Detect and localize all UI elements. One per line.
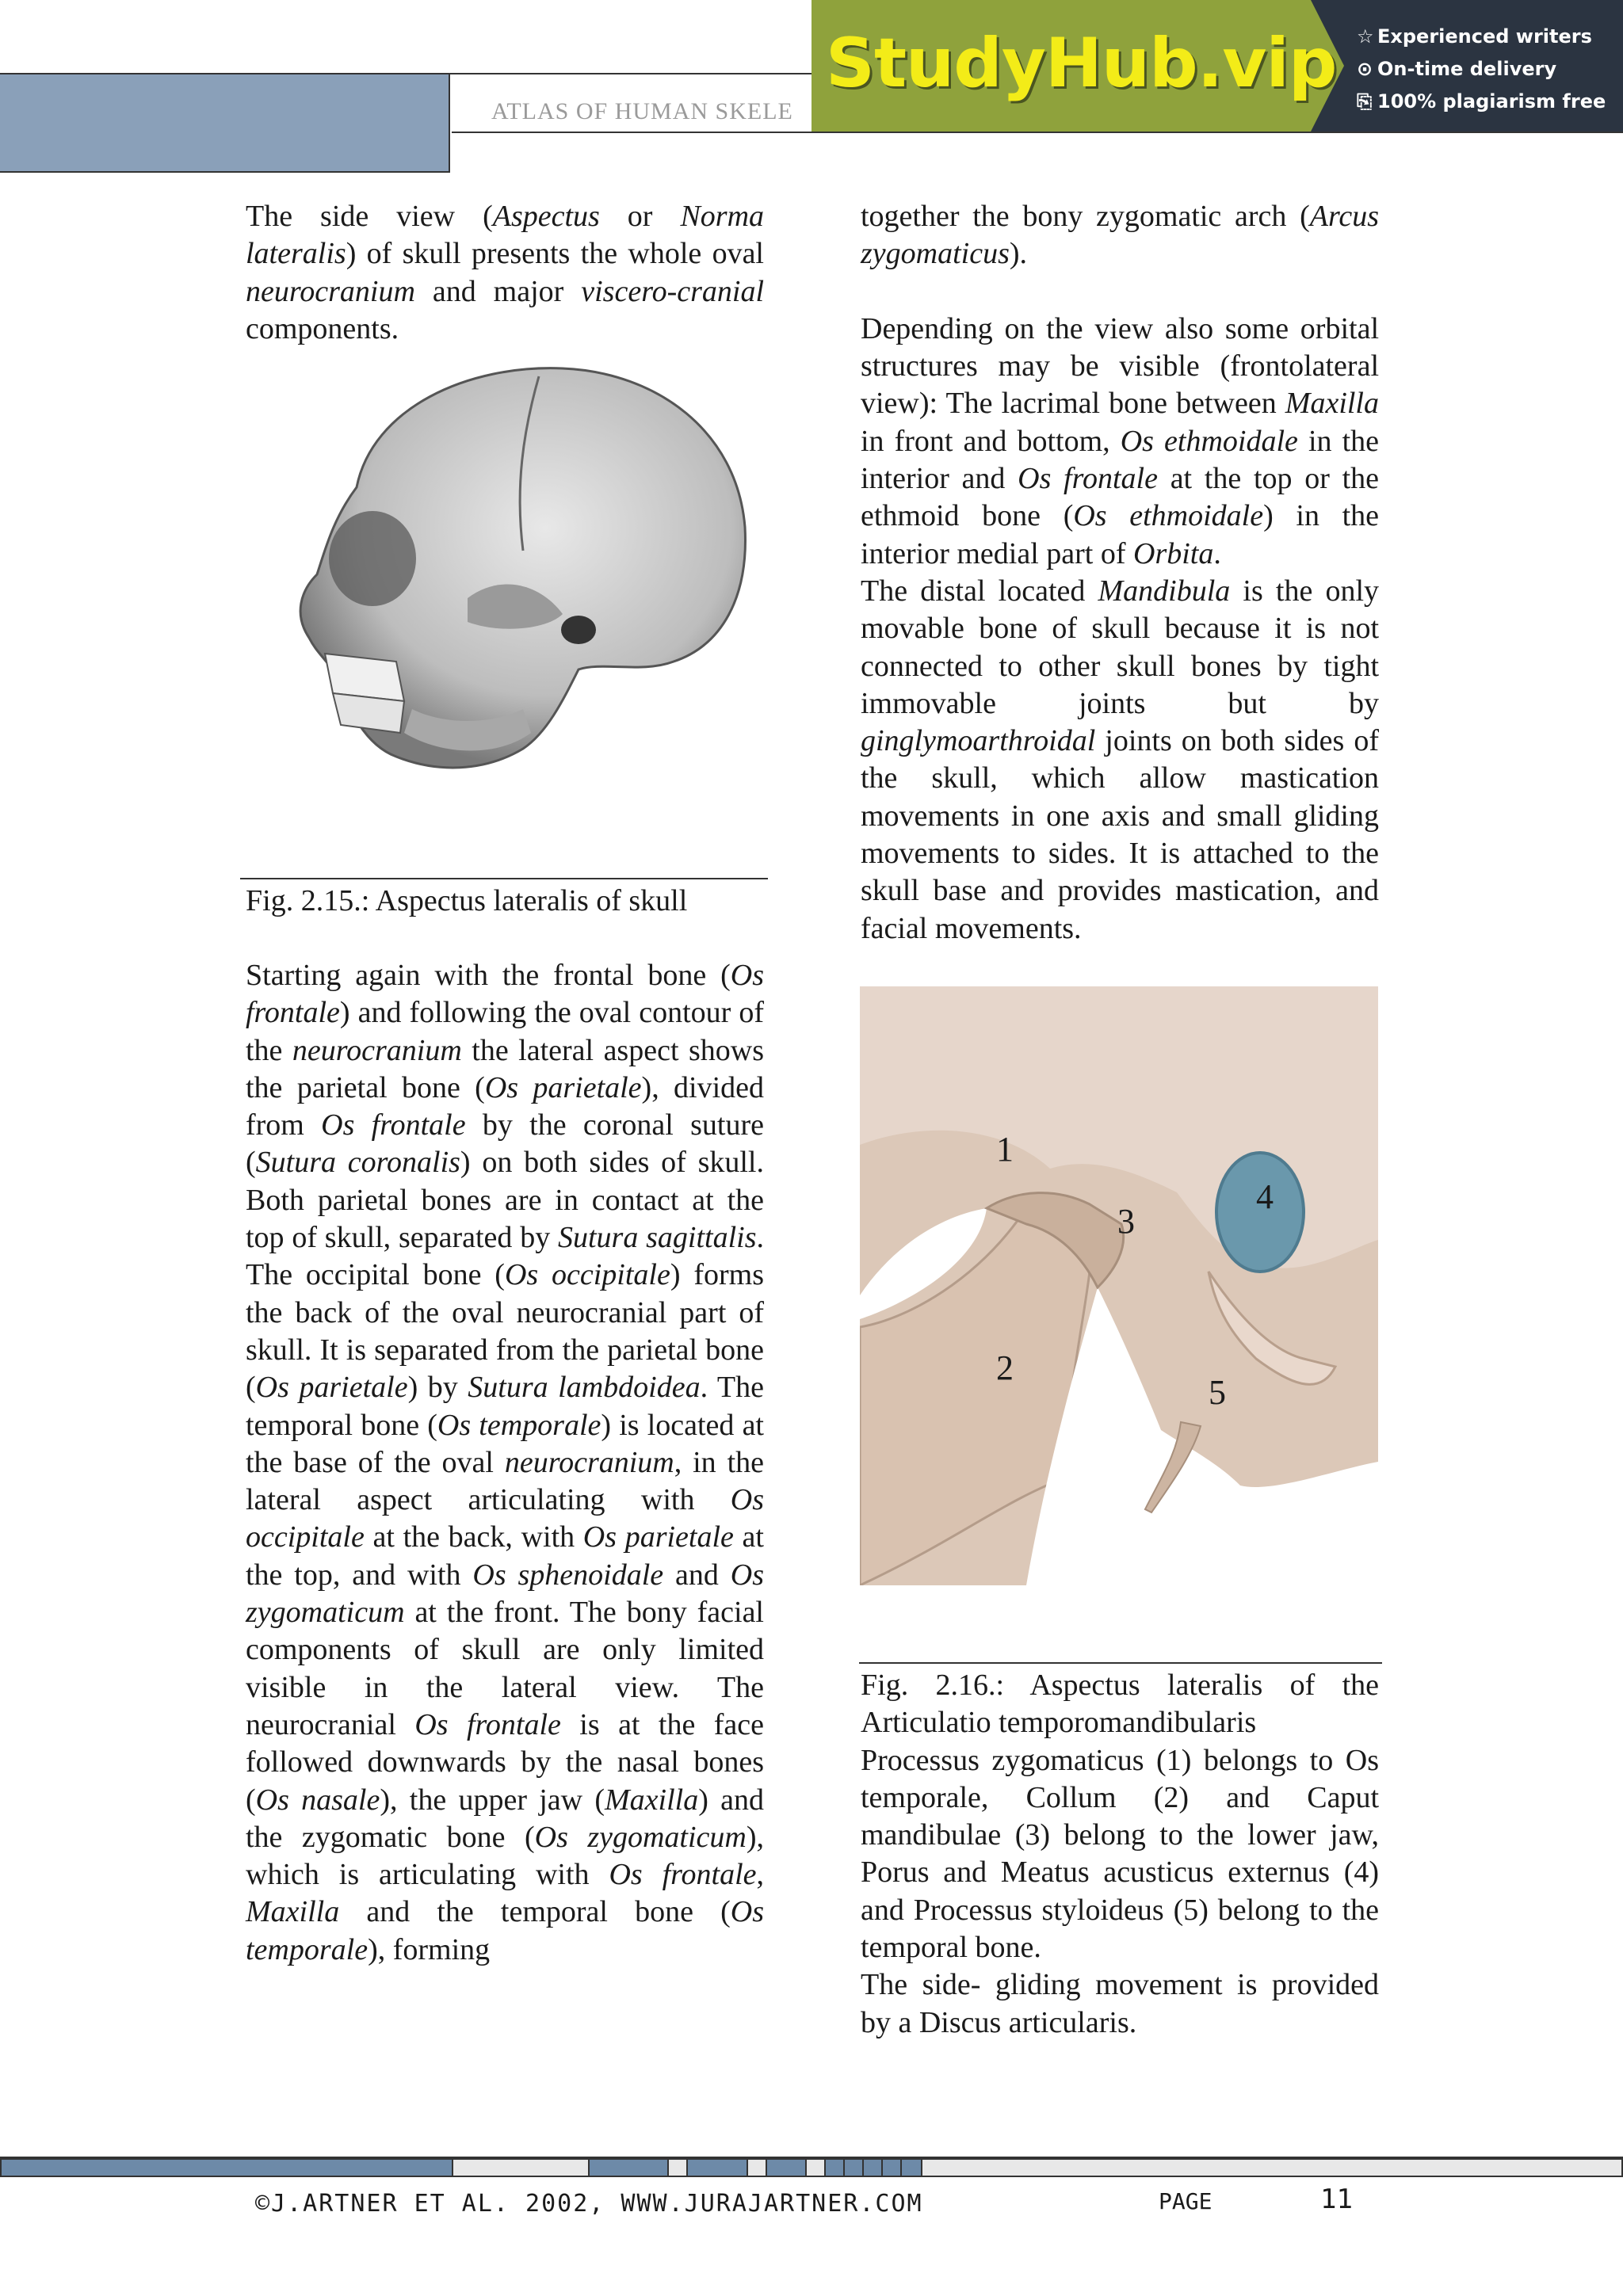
paragraph: Depending on the view also some orbital structures may be visible (frontolateral view): The lacrimal bone between Maxilla in front and bottom, Os ethmoidale in the interior and Os frontale at the top or the ethmoid bone (Os ethmoidale) in the interior medial part of Orbita. <box>861 311 1380 570</box>
running-title: ATLAS OF HUMAN SKELE <box>491 98 793 124</box>
footer-copyright: ©J.ARTNER ET AL. 2002, WWW.JURAJARTNER.COM <box>255 2190 923 2218</box>
footer-bar <box>588 2158 669 2177</box>
ad-banner[interactable] <box>812 0 1623 132</box>
footer-bar <box>452 2158 590 2177</box>
figure-rule <box>859 1662 1382 1664</box>
right-caption-text <box>861 1667 1379 2042</box>
left-intro-paragraph: The side view (Aspectus or Norma lateralis) of skull presents the whole oval neurocranium and major viscero-cranial components. <box>246 200 765 345</box>
figure-caption: Fig. 2.16.: Aspectus lateralis of the Articulatio temporomandibularis <box>861 1669 1379 1740</box>
footer-page-label: PAGE <box>1159 2188 1212 2214</box>
footer-bar <box>824 2158 845 2177</box>
figure-label: 2 <box>996 1348 1014 1387</box>
ad-feature-list <box>1357 21 1606 118</box>
left-main-paragraph: Starting again with the frontal bone (Os frontale) and following the oval contour of the neurocranium the lateral aspect shows the parietal bone (Os parietale), divided from Os frontale by the coronal suture (Sutura coronalis) on both sides of skull. Both parietal bones are in contact at the top of skull, separated by Sutura sagittalis. The occipital bone (Os occipitale) forms the back of the oval neurocranial part of skull. It is separated from the parietal bone (Os parietale) by Sutura lambdoidea. The temporal bone (Os temporale) is located at the base of the oval neurocranium, in the lateral aspect articulating with Os occipitale at the back, with Os parietale at the top, and with Os sphenoidale and Os zygomaticum at the front. The bony facial components of skull are only limited visible in the lateral view. The neurocranial Os frontale is at the face followed downwards by the nasal bones (Os nasale), the upper jaw (Maxilla) and the zygomatic bone (Os zygomaticum), which is articulating with Os frontale, Maxilla and the temporal bone (Os temporale), forming <box>246 959 765 1966</box>
skull-lateral-figure <box>262 360 753 788</box>
tmj-lateral-figure <box>860 986 1378 1585</box>
paragraph: The distal located Mandibula is the only movable bone of skull because it is not connected to other skull bones by tight immovable joints but by ginglymoarthroidal joints on both sides of the skull, which allow mastication movements in one axis and small gliding movements to sides. It is attached to the skull base and provides mastication, and facial movements. <box>861 574 1380 945</box>
figure-label: 3 <box>1117 1202 1135 1241</box>
ad-feature: ☆ Experienced writers <box>1357 21 1606 53</box>
ad-feature: ⊙ On-time delivery <box>1357 53 1606 86</box>
footer-bar <box>0 2158 453 2177</box>
figure-label: 1 <box>996 1130 1014 1169</box>
footer-bar <box>921 2158 1623 2177</box>
footer-bar <box>686 2158 748 2177</box>
footer-page-number: 11 <box>1320 2183 1353 2215</box>
ad-feature: ⎘ 100% plagiarism free <box>1357 86 1606 118</box>
paragraph: together the bony zygomatic arch (Arcus zygomaticus). <box>861 200 1379 271</box>
figure-label: 4 <box>1256 1177 1274 1216</box>
footer-bar <box>805 2158 826 2177</box>
footer-bar <box>766 2158 807 2177</box>
star-icon: ☆ <box>1357 25 1374 48</box>
paragraph: Processus zygomaticus (1) belongs to Os temporale, Collum (2) and Caput mandibulae (3) belong to the lower jaw, Porus and Meatus acusticus externus (4) and Processus styloideus (5) belong to the temporal bone. <box>861 1743 1379 1965</box>
document-icon: ⎘ <box>1357 90 1373 113</box>
footer-bar <box>667 2158 688 2177</box>
figure-caption: Fig. 2.15.: Aspectus lateralis of skull <box>246 884 688 917</box>
figure-label: 5 <box>1209 1373 1226 1412</box>
clock-icon: ⊙ <box>1357 58 1373 80</box>
right-column-text <box>861 198 1379 948</box>
ad-logo[interactable]: StudyHub.vip <box>826 24 1337 103</box>
footer-bar <box>843 2158 864 2177</box>
footer-bar <box>862 2158 883 2177</box>
paragraph: The side- gliding movement is provided by a Discus articularis. <box>861 1968 1379 2039</box>
footer-bar <box>881 2158 902 2177</box>
footer-bar <box>747 2158 767 2177</box>
figure-rule <box>240 878 768 879</box>
footer-bar <box>900 2158 922 2177</box>
header-color-block <box>0 74 450 173</box>
